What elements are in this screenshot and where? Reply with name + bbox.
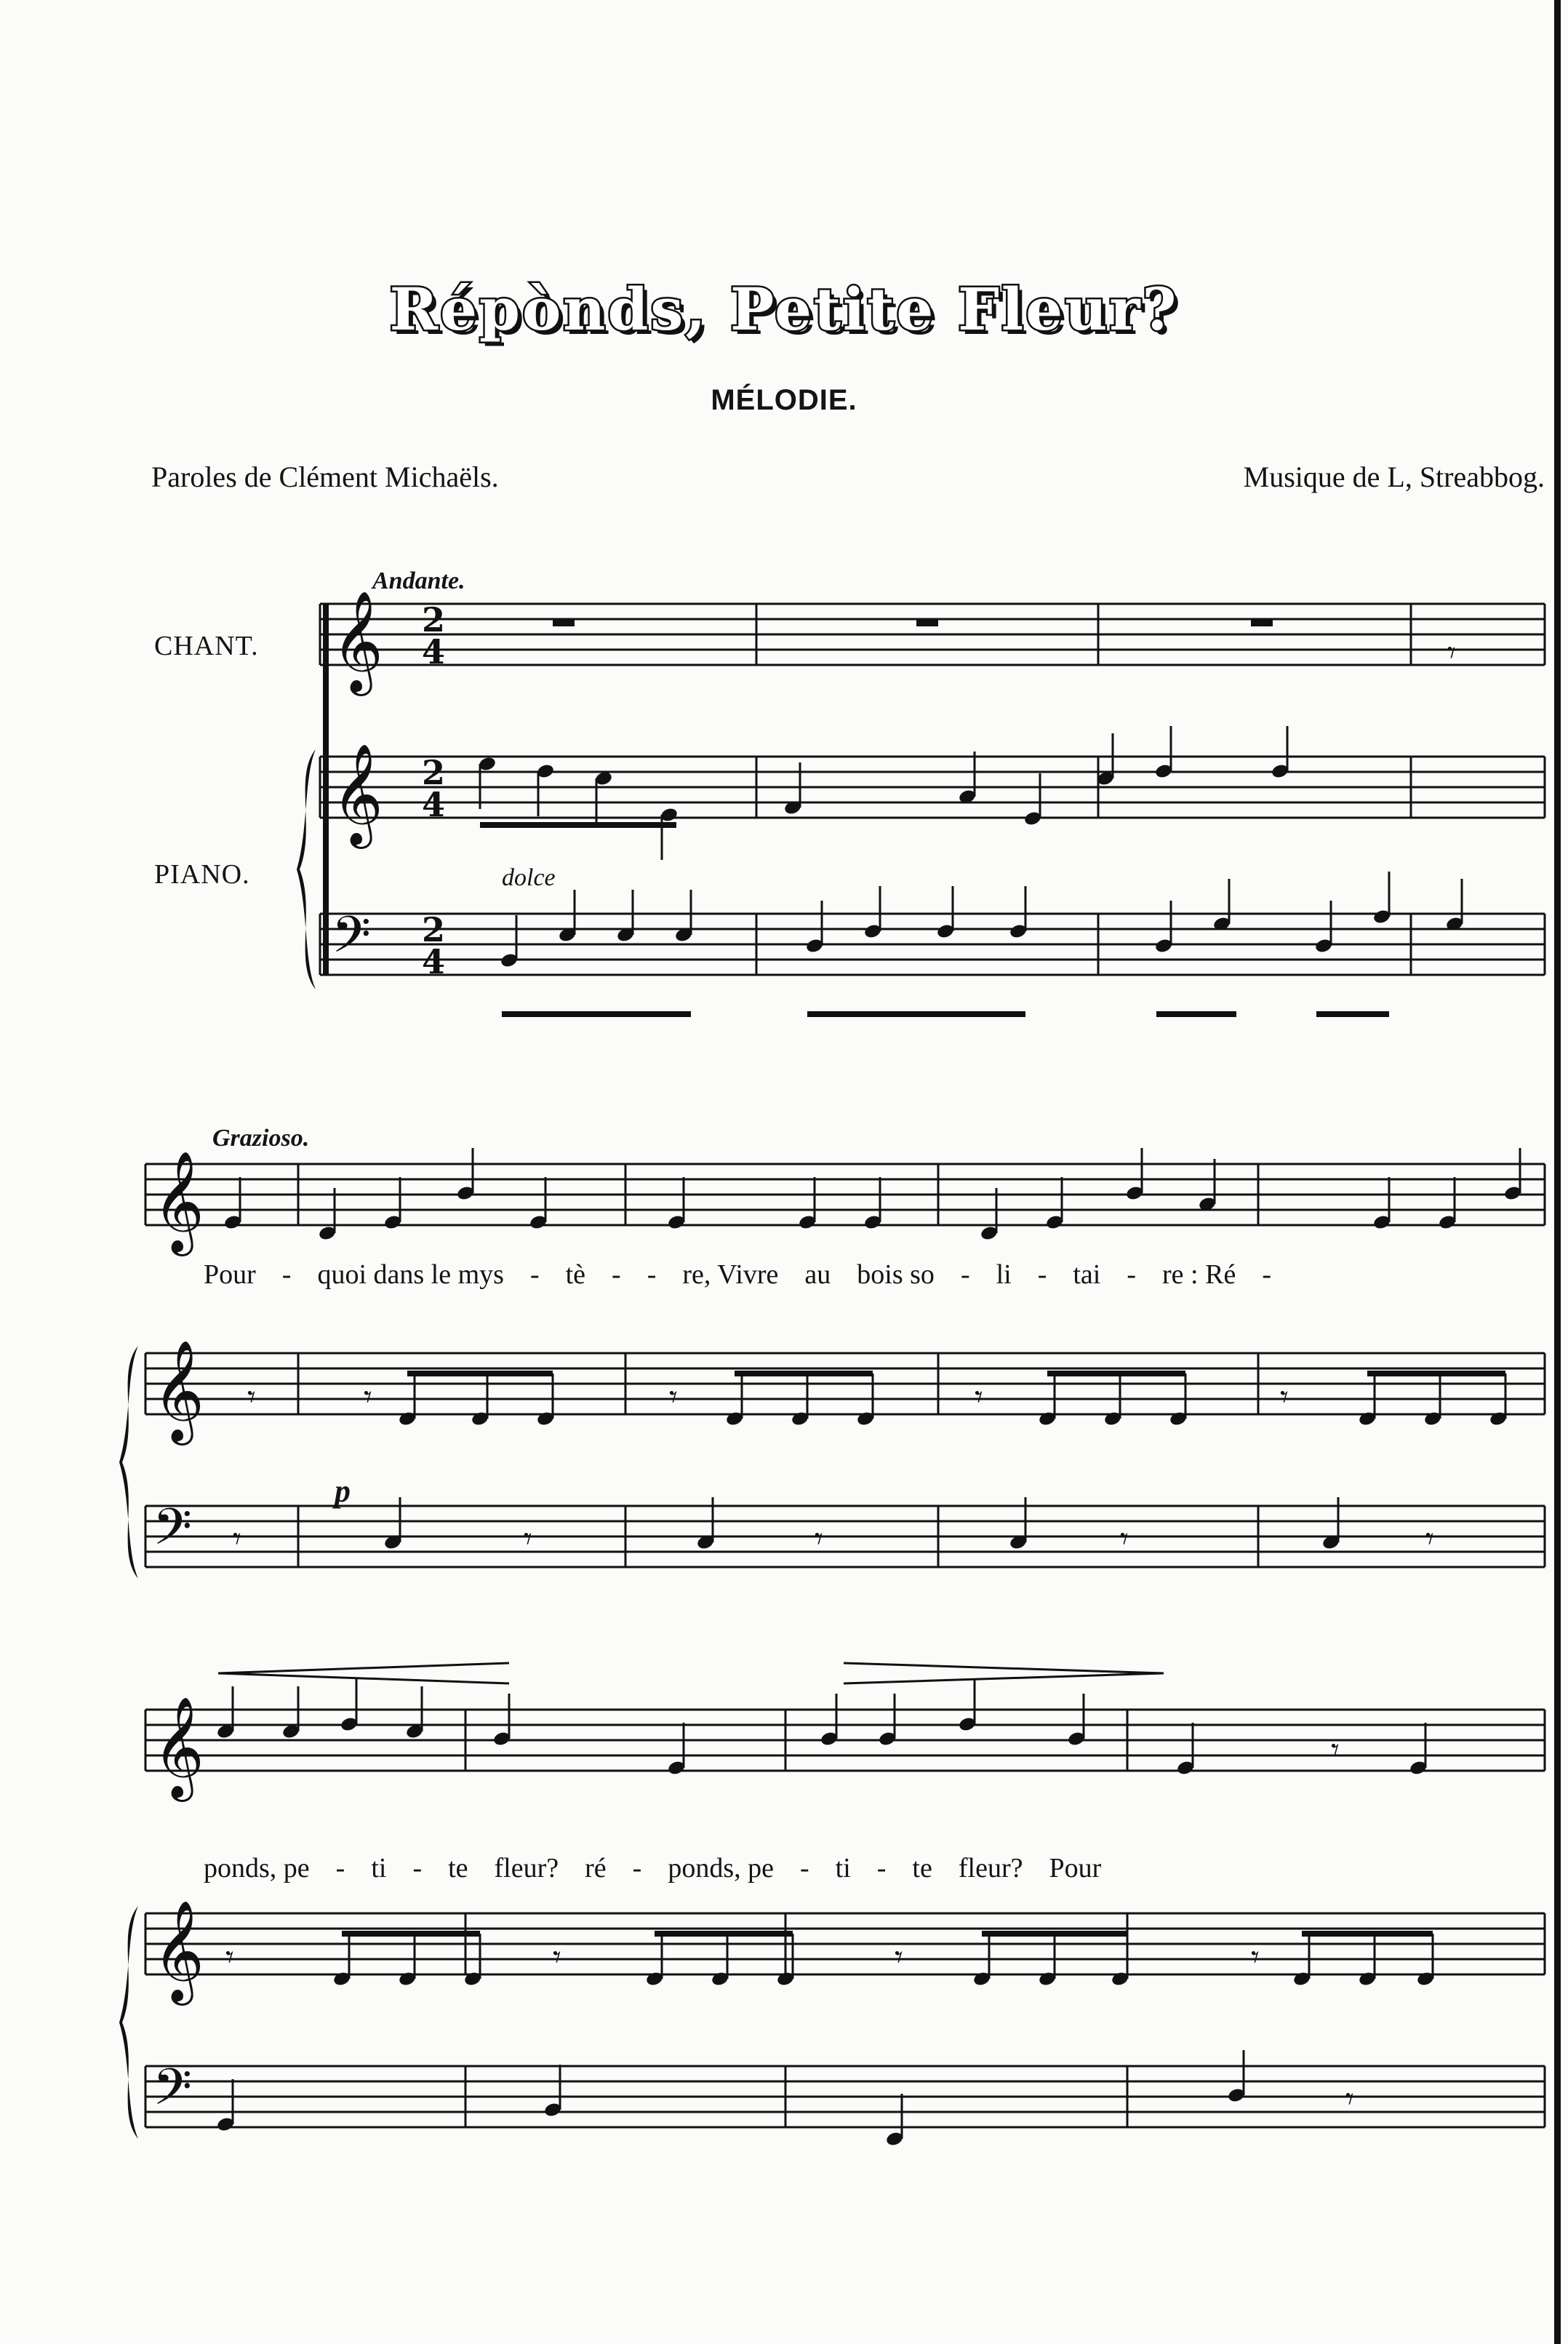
expression-marking-dolce: dolce xyxy=(502,864,556,891)
beam xyxy=(655,1931,793,1937)
staff-treble-system-3 xyxy=(145,1913,1545,1974)
time-signature-digit: 2 xyxy=(422,600,446,639)
rest-icon: 𝄾 xyxy=(225,1939,234,1976)
bass-clef-icon: 𝄢 xyxy=(153,1497,193,1568)
composer-credit: Musique de L, Streabbog. xyxy=(1243,461,1545,493)
whole-rest-icon xyxy=(916,619,938,626)
lyric-syllable: te xyxy=(912,1853,932,1883)
lyric-syllable: fleur? xyxy=(958,1853,1023,1883)
part-label-piano: PIANO. xyxy=(154,859,250,890)
staff-bass-system-1 xyxy=(320,914,1545,975)
lyricist-credit: Paroles de Clément Michaëls. xyxy=(151,461,499,493)
lyric-syllable: - xyxy=(799,1853,809,1883)
lyric-syllable: tai xyxy=(1073,1259,1101,1290)
lyric-syllable: li xyxy=(996,1259,1012,1290)
lyric-syllable: au xyxy=(804,1259,831,1290)
lyric-syllable: bois so xyxy=(857,1259,935,1290)
whole-rest-icon xyxy=(553,619,575,626)
lyric-syllable: - xyxy=(281,1259,292,1290)
rest-icon: 𝄾 xyxy=(1425,1520,1434,1558)
lyric-syllable: - xyxy=(412,1853,423,1883)
lyric-syllable: te xyxy=(448,1853,468,1883)
rest-icon: 𝄾 xyxy=(975,1379,983,1416)
staff-treble-system-2 xyxy=(145,1353,1545,1414)
beam xyxy=(735,1371,873,1376)
staff-bass-system-3 xyxy=(145,2066,1545,2127)
rest-icon: 𝄾 xyxy=(895,1939,903,1976)
time-signature-digit: 4 xyxy=(422,942,446,981)
hairpin-crescendo-icon xyxy=(218,1663,509,1683)
rest-icon: 𝄾 xyxy=(669,1379,678,1416)
rest-icon: 𝄾 xyxy=(1251,1939,1260,1976)
rest-icon: 𝄾 xyxy=(364,1379,372,1416)
lyric-syllable: Pour xyxy=(204,1259,256,1290)
brace-icon xyxy=(297,749,316,989)
time-signature-digit: 4 xyxy=(422,632,446,671)
staff-treble-system-1 xyxy=(320,757,1545,818)
song-subtitle: MÉLODIE. xyxy=(711,384,857,416)
beam xyxy=(1367,1371,1505,1376)
rest-icon: 𝄾 xyxy=(1345,2081,1354,2118)
rest-icon: 𝄾 xyxy=(1120,1520,1129,1558)
time-signature-digit: 4 xyxy=(422,785,446,824)
treble-clef-icon: 𝄞 xyxy=(153,1151,204,1252)
lyric-syllable: - xyxy=(612,1259,621,1290)
beam xyxy=(1156,1011,1236,1017)
staff-bass-system-2 xyxy=(145,1506,1545,1567)
lyric-syllable: - xyxy=(1037,1259,1047,1290)
tempo-marking-andante: Andante. xyxy=(372,567,465,594)
beam xyxy=(502,1011,691,1017)
lyric-syllable: ti xyxy=(835,1853,851,1883)
staff-voice-system-2 xyxy=(145,1164,1545,1225)
lyric-syllable: ré xyxy=(585,1853,607,1883)
lyric-syllable: re : Ré xyxy=(1162,1259,1236,1290)
tempo-marking-grazioso: Grazioso. xyxy=(212,1125,310,1152)
rest-icon: 𝄾 xyxy=(1447,634,1456,671)
lyric-syllable: - xyxy=(1127,1259,1137,1290)
beam xyxy=(1316,1011,1389,1017)
treble-clef-icon: 𝄞 xyxy=(332,591,383,692)
lyric-syllable: - xyxy=(1262,1259,1271,1290)
treble-clef-icon: 𝄞 xyxy=(153,1900,204,2001)
treble-clef-icon: 𝄞 xyxy=(332,744,383,845)
lyric-syllable: - xyxy=(960,1259,970,1290)
beam xyxy=(982,1931,1127,1937)
beam xyxy=(342,1931,480,1937)
rest-icon: 𝄾 xyxy=(815,1520,823,1558)
lyric-syllable: re, Vivre xyxy=(682,1259,779,1290)
brace-icon xyxy=(119,1346,138,1579)
lyric-syllable: ponds, pe xyxy=(204,1853,310,1883)
bass-clef-icon: 𝄢 xyxy=(153,2057,193,2129)
lyric-syllable: ti xyxy=(371,1853,387,1883)
hairpin-decrescendo-icon xyxy=(844,1663,1164,1683)
lyric-syllable: - xyxy=(647,1259,657,1290)
whole-rest-icon xyxy=(1251,619,1273,626)
beam xyxy=(807,1011,1025,1017)
rest-icon: 𝄾 xyxy=(247,1379,256,1416)
lyric-syllable: - xyxy=(335,1853,345,1883)
lyric-syllable: - xyxy=(876,1853,887,1883)
rest-icon: 𝄾 xyxy=(233,1520,241,1558)
treble-clef-icon: 𝄞 xyxy=(153,1340,204,1441)
rest-icon: 𝄾 xyxy=(1331,1731,1340,1769)
lyric-syllable: ponds, pe xyxy=(668,1853,774,1883)
lyric-syllable: - xyxy=(529,1259,540,1290)
song-title: Répònds, Petite Fleur? xyxy=(389,275,1179,343)
beam xyxy=(1302,1931,1433,1937)
beam xyxy=(480,822,676,828)
lyric-syllable: fleur? xyxy=(494,1853,559,1883)
staff-voice-system-1 xyxy=(320,604,1545,665)
beam xyxy=(407,1371,553,1376)
rest-icon: 𝄾 xyxy=(553,1939,561,1976)
lyric-syllable: Pour xyxy=(1049,1853,1102,1883)
time-signature-digit: 2 xyxy=(422,753,446,792)
lyric-syllable: - xyxy=(632,1853,642,1883)
lyric-syllable: quoi dans le mys xyxy=(317,1259,504,1290)
rest-icon: 𝄾 xyxy=(524,1520,532,1558)
time-signature-digit: 2 xyxy=(422,910,446,949)
part-label-voice: CHANT. xyxy=(154,631,259,661)
beam xyxy=(1047,1371,1185,1376)
rest-icon: 𝄾 xyxy=(1280,1379,1289,1416)
brace-icon xyxy=(119,1906,138,2139)
dynamic-marking-piano: p xyxy=(335,1473,351,1509)
bass-clef-icon: 𝄢 xyxy=(332,905,372,976)
page-edge-line xyxy=(1554,0,1561,2344)
lyric-syllable: tè xyxy=(565,1259,586,1290)
treble-clef-icon: 𝄞 xyxy=(153,1697,204,1798)
